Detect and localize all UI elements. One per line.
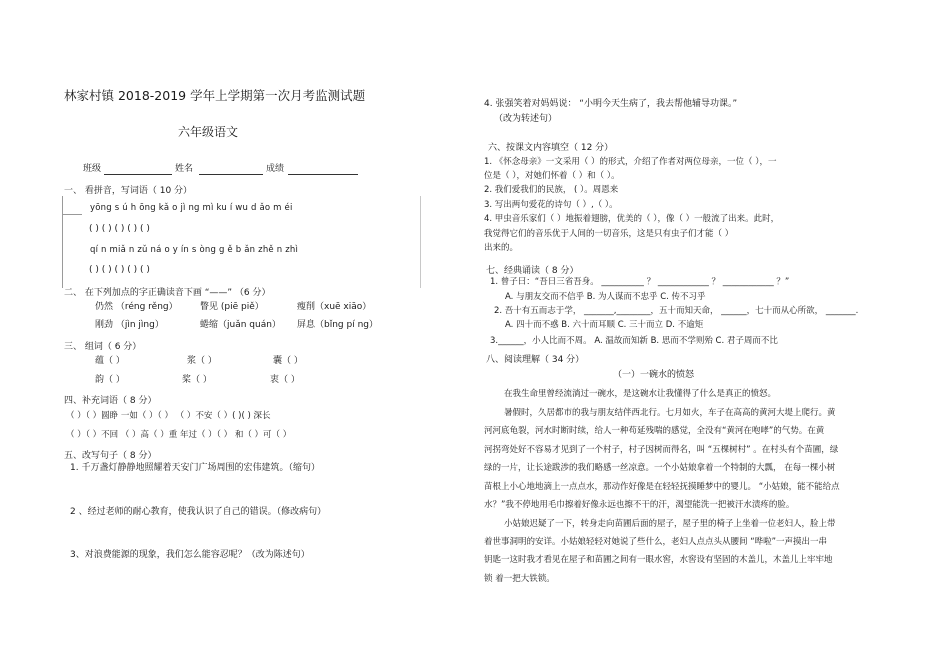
reading-item: 仍然 （réng rěng） (95, 302, 178, 312)
section-7-heading: 七、经典诵读（ 8 分） (486, 266, 579, 276)
pinyin-row-2: qí n miǎ n zǔ ná o y ín s òng g ě b ǎn zhě n zhì (90, 245, 299, 255)
classic-question-1[interactable]: 1. 曾子曰：“吾日三省吾身。 __________ ？ ____________ ？ ____________ ？” (490, 277, 790, 287)
reading-item: 瞥见 (piē piě） (200, 302, 264, 312)
class-field[interactable] (104, 174, 172, 175)
reading-item: 刚劲 （jìn jìng） (95, 320, 164, 330)
word-group-item[interactable]: 桨（ ） (182, 375, 212, 385)
fill-line-4[interactable]: 3. 写出两句爱花的诗句（ ）,（ ）。 (484, 200, 618, 210)
rewrite-question-1: 1. 千万盏灯静静地照耀着天安门广场周围的宏伟建筑。（缩句） (70, 463, 320, 473)
pinyin-row-1: yōng s ú h ōng kǎ o jì ng mì ku í wu d ǎo m éi (90, 203, 293, 213)
word-group-item[interactable]: 衷（ ） (270, 375, 300, 385)
margin-line (62, 196, 63, 288)
section-2-heading: 二、 在下列加点的字正确读音下画 “——” （6 分） (64, 288, 271, 298)
word-group-item[interactable]: 韵（ ） (95, 375, 125, 385)
passage-title: （一）一碗水的愤怒 (613, 370, 695, 380)
fill-line-3[interactable]: 2. 我们爱我们的民族， ( ）。周恩来 (484, 185, 619, 195)
classic-options-2: A. 四十而不惑 B. 六十而耳顺 C. 三十而立 D. 不逾矩 (505, 320, 704, 330)
fill-line-2[interactable]: 位是（ ），对她们怀着（ ）和（ ）。 (484, 171, 620, 181)
reading-item: 屏息（bǐng pí ng） (297, 320, 378, 330)
classic-question-3[interactable]: 3.______，小人比而不周。 A. 温故而知新 B. 思而不学则殆 C. 君子周而不比 (490, 336, 778, 346)
name-label: 姓名 (175, 164, 194, 174)
section-4-heading: 四、补充词语（ 8 分） (64, 396, 157, 406)
passage-line: 锁 着一把大铁锁。 (484, 574, 555, 584)
section-6-heading: 六、按课文内容填空（ 12 分） (488, 143, 614, 153)
section-3-heading: 三、 组词（ 6 分） (64, 342, 142, 352)
exam-subtitle: 六年级语文 (178, 125, 239, 139)
exam-title: 林家村镇 2018-2019 学年上学期第一次月考监测试题 (64, 88, 366, 103)
passage-line: 钥匙一这时我才看见在屋子和苗圃之间有一眼水窖，水窖设有坚固的木盖儿，木盖儿上牢牢地 (484, 555, 833, 565)
passage-line: 绿的一片，让长途跋涉的我们略感一丝凉意。一个小姑娘拿着一个特制的大瓢， 在每一棵小树 (484, 463, 836, 473)
passage-line: 水？”我不停地用毛巾擦着好像永远也擦不干的汗，渴望能洗一把被汗水渍疼的脸。 (484, 500, 795, 510)
answer-brackets-row-2[interactable]: ( ) ( ) ( ) ( ) ( ) (89, 265, 150, 275)
rewrite-question-4-note: （改为转述句） (494, 114, 558, 124)
margin-tick (62, 214, 82, 215)
fill-line-1[interactable]: 1. 《怀念母亲》一文采用（ ）的形式，介绍了作者对两位母亲，一位（ ），一 (484, 157, 777, 167)
score-field[interactable] (288, 174, 358, 175)
score-label: 成绩 (266, 164, 285, 174)
fill-line-6[interactable]: 我觉得它们的音乐优于人间的一切音乐，这是只有虫子们才能（ ） (484, 229, 734, 239)
idiom-row-2[interactable]: （ ）（ ）不回 （ ）高（ ）重 年过（ ）（ ） 和（ ）可（ ） (66, 430, 292, 440)
word-group-item[interactable]: 浆（ ） (187, 356, 217, 366)
passage-paragraph: 在我生命里曾经流淌过一碗水，是这碗水让我懂得了什么是真正的愤怒。 (504, 389, 777, 399)
rewrite-question-4: 4. 张强笑着对妈妈说： “小明今天生病了，我去帮他辅导功课。” (484, 99, 738, 109)
classic-options-1: A. 与朋友交而不信乎 B. 为人谋而不忠乎 C. 传不习乎 (505, 292, 706, 302)
section-8-heading: 八、阅读理解（ 34 分） (486, 355, 585, 365)
classic-question-2[interactable]: 2. 吾十有五而志于学， _______,________，五十而知天命， ______，七十而从心所欲， _______. (494, 306, 859, 316)
word-group-item[interactable]: 囊（ ） (273, 356, 303, 366)
idiom-row-1[interactable]: （ ）（ ）圆睁 一如（ ）（ ） （ ）不安（ ）( )( ) 深长 (66, 411, 271, 421)
margin-line (420, 196, 421, 288)
passage-paragraph: 暑假时，久居都市的我与朋友结伴西北行。七月如火，车子在高高的黄河大堤上爬行。黄 (504, 408, 836, 418)
reading-item: 蜷缩（juǎn quán） (200, 320, 281, 330)
fill-line-5[interactable]: 4. 甲虫音乐家们（ ）地振着翅膀，优美的（ ），像（ ）一般流了出来。此时， (484, 214, 780, 224)
rewrite-question-3: 3、对浪费能源的现象，我们怎么能容忍呢？（改为陈述句） (70, 550, 310, 560)
passage-line: 河河底龟裂，河水时断时续，给人一种苟延残喘的感觉，全没有“黄河在咆哮”的气势。在黄 (484, 426, 825, 436)
answer-brackets-row-1[interactable]: ( ) ( ) ( ) ( ) ( ) (89, 224, 150, 234)
name-field[interactable] (199, 174, 263, 175)
passage-line: 苗根上小心地地滴上一点点水，那动作好像是在轻轻抚摸睡梦中的婴儿。 “小姑娘，能不能给点 (484, 482, 840, 492)
passage-paragraph: 小姑娘迟疑了一下，转身走向苗圃后面的屋子，屋子里的椅子上坐着一位老妇人，脸上带 (504, 519, 836, 529)
fill-line-7: 出来的。 (484, 243, 519, 253)
class-label: 班级 (83, 164, 102, 174)
passage-line: 着世事洞明的安详。小姑娘轻轻对她说了些什么，老妇人点点头从腰间 “哗啦”一声摸出一串 (484, 537, 828, 547)
section-5-heading: 五、改写句子（ 8 分） (64, 451, 157, 461)
passage-line: 河拐弯处好不容易才见到了一个村子，村子因树而得名，叫 “五棵树村” 。在村头有个苗圃，绿 (484, 445, 839, 455)
rewrite-question-2: 2 、经过老师的耐心教育，使我认识了自己的错误。（修改病句） (70, 507, 327, 517)
word-group-item[interactable]: 蕴（ ） (95, 356, 125, 366)
section-1-heading: 一、 看拼音，写词语（ 10 分） (64, 186, 193, 196)
reading-item: 瘦削（xuē xiāo） (297, 302, 372, 312)
